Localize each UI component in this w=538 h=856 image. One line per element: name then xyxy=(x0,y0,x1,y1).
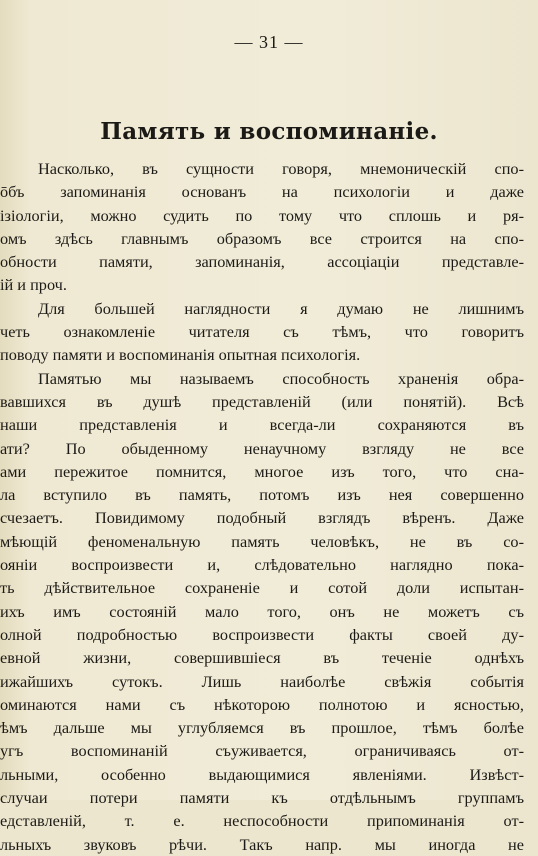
text-line: наши представленія и всегда-ли сохраняются въ xyxy=(0,415,524,435)
text-line: четь ознакомленіе читателя съ тѣмъ, что говоритъ xyxy=(0,322,524,342)
chapter-title: Память и воспоминаніе. xyxy=(100,118,438,145)
text-line: счезаетъ. Повидимому подобный взглядъ вѣренъ. Даже xyxy=(0,508,524,528)
text-line: ізіологіи, можно судить по тому что сплошь и ря- xyxy=(0,205,524,225)
text-line: ами пережитое помнится, многое изъ того, что сна- xyxy=(0,461,524,481)
text-line: ій и проч. xyxy=(0,275,67,295)
text-line: ла вступило въ память, потомъ изъ нея совершенно xyxy=(0,485,524,505)
text-line: Насколько, въ сущности говоря, мнемоническій спо- xyxy=(38,159,524,178)
text-line: олной подробностью воспроизвести факты своей ду- xyxy=(0,624,524,644)
text-line: угъ воспоминаній съуживается, ограничиваясь от- xyxy=(0,741,524,761)
text-line: ть дѣйствительное сохраненіе и сотой доли испытан- xyxy=(0,578,524,598)
body-text xyxy=(0,157,538,856)
text-line: Памятью мы называемъ способность храненія обра- xyxy=(38,368,524,388)
text-line: ѣмъ дальше мы углубляемся въ прошлое, тѣмъ болѣе xyxy=(0,718,524,738)
text-line: ати? По обыденному ненаучному взгляду не все xyxy=(0,438,524,458)
text-line: обности памяти, запоминанія, ассоціаціи представле- xyxy=(0,252,524,272)
text-line: оминаются нами съ нѣкоторою полнотою и ясностью, xyxy=(0,694,524,714)
text-line: вавшихся въ душѣ представленій (или понятій). Всѣ xyxy=(0,391,524,411)
text-line: евной жизни, совершившіеся въ теченіе однѣхъ xyxy=(0,648,524,668)
text-line: льныхъ звуковъ рѣчи. Такъ напр. мы иногда не xyxy=(0,834,524,854)
page-number: — 31 — xyxy=(234,32,304,52)
text-line: омъ здѣсь главнымъ образомъ все строится на спо- xyxy=(0,228,524,248)
text-line: ижайшихъ сутокъ. Лишь наиболѣе свѣжія событія xyxy=(0,671,524,691)
text-line: едставленій, т. е. неспособности припоминанія от- xyxy=(0,811,524,831)
text-line: Для большей наглядности я думаю не лишнимъ xyxy=(38,298,524,318)
text-line: случаи потери памяти къ отдѣльнымъ группамъ xyxy=(0,788,524,808)
text-line: мѣющій феноменальную память человѣкъ, не въ со- xyxy=(0,531,524,551)
text-line: ояніи воспроизвести и, слѣдовательно наглядно пока- xyxy=(0,555,524,575)
text-line: поводу памяти и воспоминанія опытная психологія. xyxy=(0,345,361,365)
text-line: ōбъ запоминанія основанъ на психологіи и даже xyxy=(0,182,524,202)
text-line: ихъ имъ состояній мало того, онъ не можетъ съ xyxy=(0,601,524,621)
text-line: льными, особенно выдающимися явленіями. Извѣст- xyxy=(0,764,524,784)
